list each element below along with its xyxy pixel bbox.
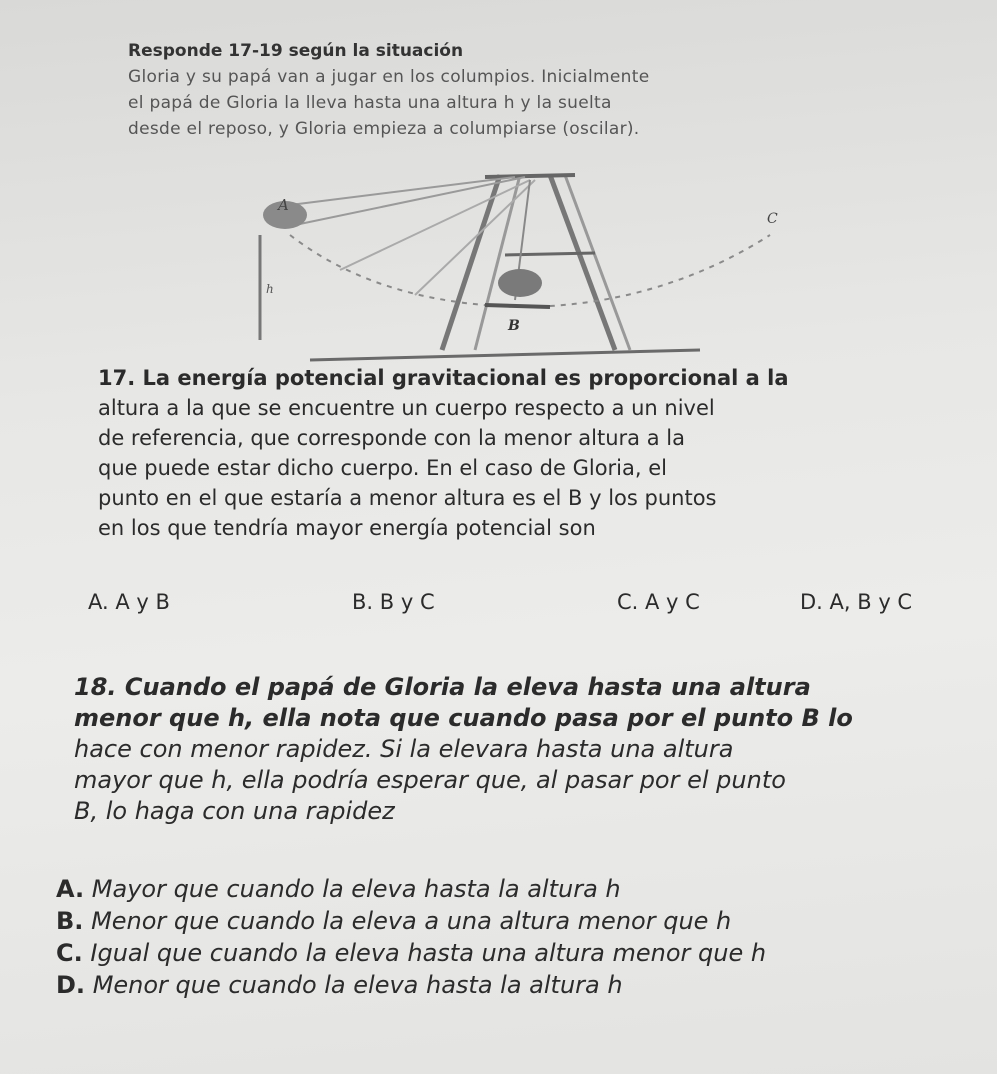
option-text: Menor que cuando la eleva hasta la altura h	[92, 971, 623, 999]
section-heading: Responde 17-19 según la situación	[128, 41, 464, 61]
option-text: Menor que cuando la eleva a una altura menor que h	[91, 907, 732, 935]
question-line: de referencia, que corresponde con la menor altura a la	[98, 426, 685, 450]
label-a: A	[278, 196, 289, 214]
intro-line: el papá de Gloria la lleva hasta una altura h y la suelta	[128, 93, 612, 113]
question-line: B, lo haga con una rapidez	[74, 797, 395, 825]
option-b[interactable]	[56, 905, 986, 937]
option-letter: B.	[56, 907, 84, 935]
option-c[interactable]	[56, 937, 986, 969]
intro-line: desde el reposo, y Gloria empieza a columpiarse (oscilar).	[128, 119, 640, 139]
question-number: 18.	[74, 673, 117, 701]
option-letter: C.	[56, 939, 83, 967]
intro-line: Gloria y su papá van a jugar en los columpios. Inicialmente	[128, 67, 650, 87]
label-b: B	[508, 318, 520, 334]
label-h: h	[266, 282, 274, 296]
swing-frame-crossbar	[505, 253, 595, 255]
question-17	[98, 363, 968, 543]
question-line: hace con menor rapidez. Si la elevara hasta una altura	[74, 735, 734, 763]
option-letter: D.	[56, 971, 86, 999]
question-number: 17.	[98, 366, 136, 390]
situation-intro	[128, 38, 958, 142]
ground-line	[310, 350, 700, 360]
swing-seat	[485, 305, 550, 307]
gloria-at-b	[498, 269, 542, 297]
option-text: Mayor que cuando la eleva hasta la altura h	[91, 875, 621, 903]
question-line	[98, 363, 968, 393]
question-17-options	[0, 590, 997, 630]
question-line: menor que h, ella nota que cuando pasa por el punto B lo	[74, 704, 853, 732]
question-line: punto en el que estaría a menor altura es el B y los puntos	[98, 486, 717, 510]
swing-illustration	[230, 165, 790, 365]
option-a[interactable]: A. A y B	[88, 590, 170, 614]
option-d[interactable]: D. A, B y C	[800, 590, 913, 614]
swing-frame-top	[485, 175, 575, 177]
swing-diagram	[230, 165, 790, 365]
option-c[interactable]: C. A y C	[617, 590, 700, 614]
option-letter: A.	[56, 875, 85, 903]
question-text: Cuando el papá de Gloria la eleva hasta una altura	[124, 673, 811, 701]
question-line: que puede estar dicho cuerpo. En el caso de Gloria, el	[98, 456, 667, 480]
chain-to-a	[290, 177, 515, 205]
question-line	[74, 672, 974, 703]
swing-frame-right-leg	[550, 175, 615, 350]
option-a[interactable]	[56, 873, 986, 905]
option-text: Igual que cuando la eleva hasta una altura menor que h	[90, 939, 767, 967]
question-line: altura a la que se encuentre un cuerpo respecto a un nivel	[98, 396, 715, 420]
question-line: mayor que h, ella podría esperar que, al pasar por el punto	[74, 766, 786, 794]
label-c: C	[767, 211, 778, 227]
option-d[interactable]	[56, 969, 986, 1001]
question-18	[74, 672, 974, 827]
question-line: en los que tendría mayor energía potencial son	[98, 516, 596, 540]
swing-frame-left-leg	[442, 175, 500, 350]
question-18-options	[56, 873, 986, 1001]
option-b[interactable]: B. B y C	[352, 590, 435, 614]
question-text: La energía potencial gravitacional es proporcional a la	[142, 366, 789, 390]
